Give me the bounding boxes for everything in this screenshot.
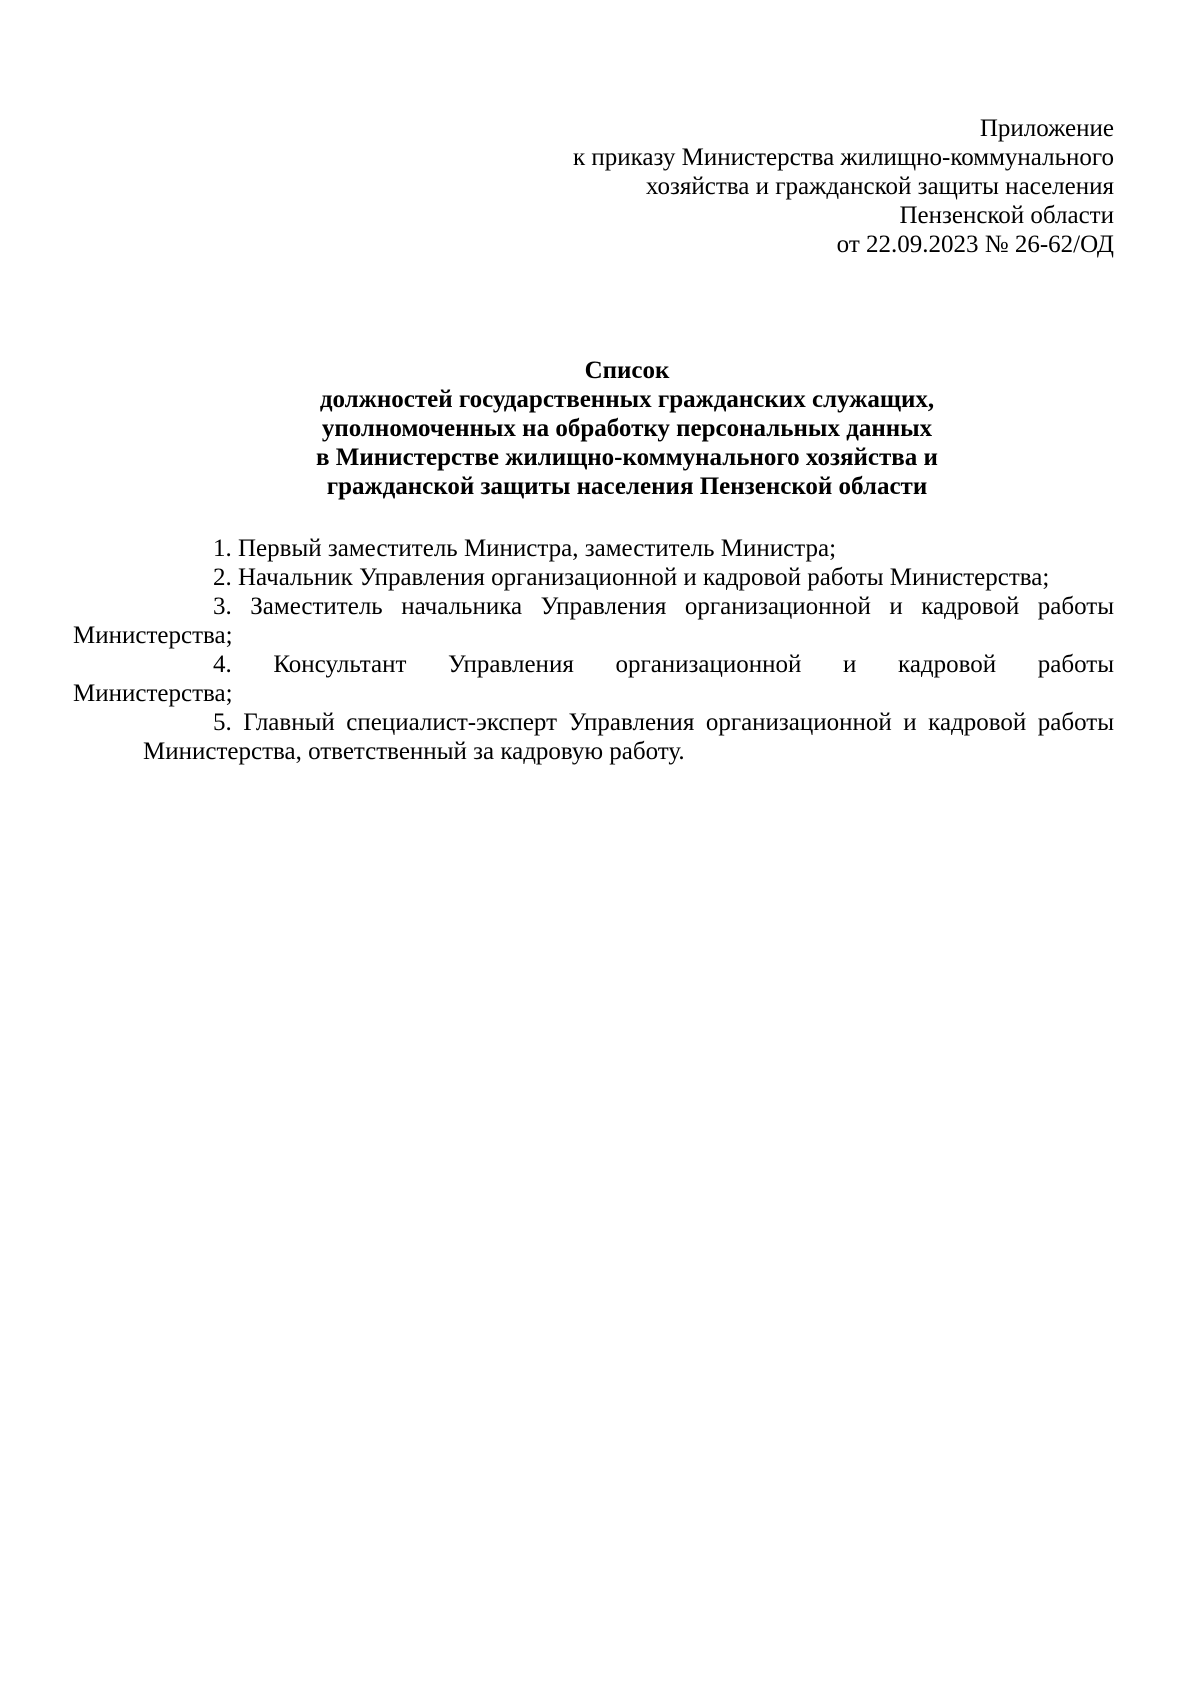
list-item-first-line: 3. Заместитель начальника Управления организационной и кадровой работы: [213, 593, 1114, 620]
list-item-rest: Министерства;: [73, 680, 233, 707]
title-line: в Министерстве жилищно-коммунального хозяйства и: [316, 444, 938, 471]
positions-list: [73, 534, 1114, 766]
list-item-continuation: [73, 621, 1114, 650]
appendix-header: [573, 114, 1114, 259]
title-line: гражданской защиты населения Пензенской области: [326, 473, 928, 500]
list-item-first-line: 4. Консультант Управления организационной и кадровой работы: [213, 651, 1114, 678]
appendix-line: от 22.09.2023 № 26-62/ОД: [836, 231, 1114, 258]
list-item: 1. Первый заместитель Министра, заместитель Министра;: [213, 535, 837, 562]
list-item: 2. Начальник Управления организационной и кадровой работы Министерства;: [213, 564, 1050, 591]
list-item-continuation: [73, 679, 1114, 708]
title-line: уполномоченных на обработку персональных данных: [321, 415, 933, 442]
document-title: [140, 356, 1114, 501]
appendix-line: Пензенской области: [899, 202, 1114, 229]
list-item: [143, 650, 1114, 679]
list-item: 5. Главный специалист-эксперт Управления организационной и кадровой работы Министерства, ответственный за кадровую работу.: [143, 709, 1114, 765]
appendix-line: к приказу Министерства жилищно-коммунального: [572, 144, 1114, 171]
list-item: [143, 592, 1114, 621]
title-line: должностей государственных гражданских служащих,: [319, 386, 935, 413]
appendix-line: хозяйства и гражданской защиты населения: [645, 173, 1114, 200]
appendix-line: Приложение: [979, 115, 1114, 142]
list-item-rest: Министерства;: [73, 622, 233, 649]
title-line: Список: [584, 357, 670, 384]
